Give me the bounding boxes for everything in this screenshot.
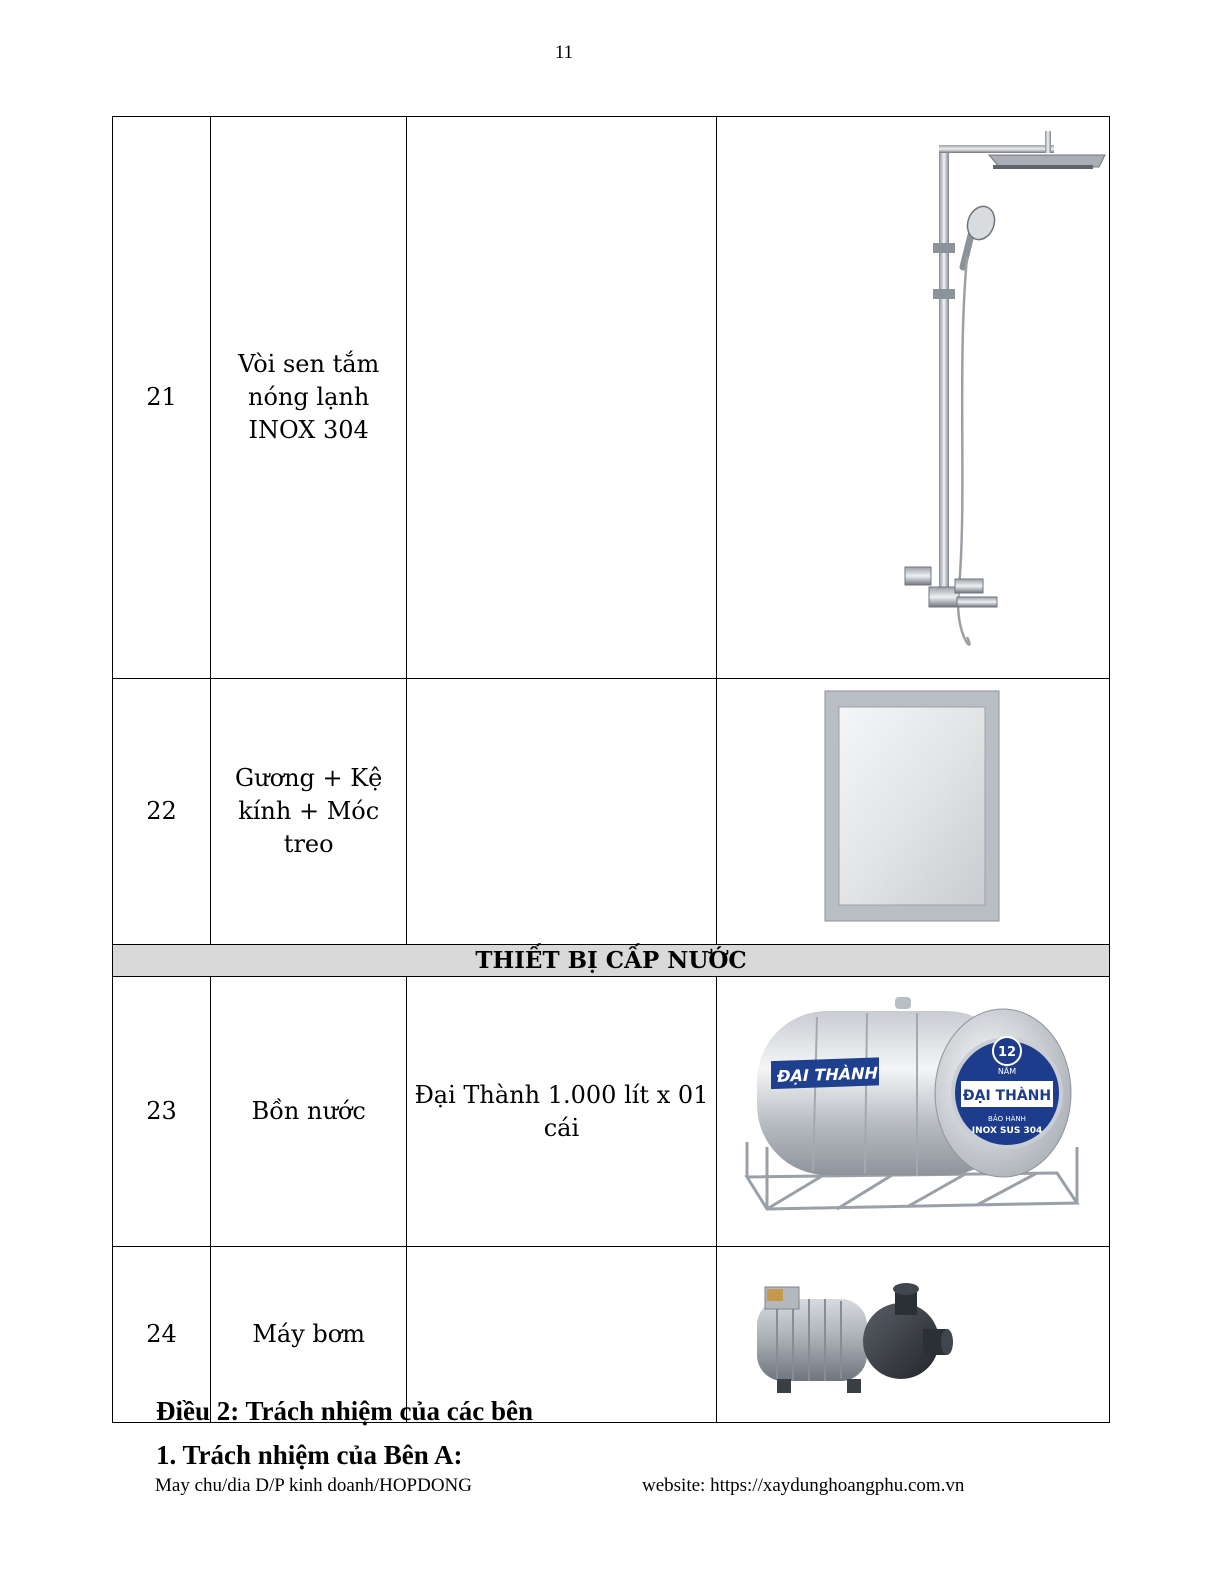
mirror-image — [717, 679, 1110, 935]
footer-website: website: https://xaydunghoangphu.com.vn — [642, 1475, 965, 1496]
tank-warranty-word: NĂM — [997, 1067, 1016, 1076]
item-image-cell — [716, 679, 1109, 945]
page-number: 11 — [554, 42, 574, 63]
section-row — [113, 945, 1110, 977]
water-tank-image — [717, 977, 1110, 1237]
item-spec — [407, 117, 716, 679]
shower-set-image — [717, 117, 1110, 669]
item-spec: Đại Thành 1.000 lít x 01 cái — [407, 977, 716, 1247]
tank-brand-badge: ĐẠI THÀNH — [962, 1088, 1051, 1104]
tank-material: INOX SUS 304 — [971, 1126, 1042, 1136]
tank-brand-label: ĐẠI THÀNH — [776, 1063, 878, 1086]
row-number: 21 — [113, 117, 211, 679]
item-image-cell — [716, 1247, 1109, 1423]
item-name: Gương + Kệ kính + Móc treo — [211, 679, 407, 945]
item-image-cell — [716, 117, 1109, 679]
tank-warranty-years: 12 — [997, 1045, 1016, 1060]
row-number: 23 — [113, 977, 211, 1247]
tank-warranty-caption: BẢO HÀNH — [987, 1115, 1026, 1123]
row-number: 22 — [113, 679, 211, 945]
article-heading: Điều 2: Trách nhiệm của các bên — [156, 1396, 533, 1426]
footer-file-path: May chu/dia D/P kinh doanh/HOPDONG — [155, 1475, 472, 1496]
equipment-table — [112, 116, 1110, 1423]
table-row — [113, 977, 1110, 1247]
row-number: 24 — [113, 1247, 211, 1423]
item-name: Bồn nước — [211, 977, 407, 1247]
item-image-cell — [716, 977, 1109, 1247]
item-spec — [407, 679, 716, 945]
water-pump-image — [717, 1247, 1110, 1413]
sub-heading: 1. Trách nhiệm của Bên A: — [156, 1440, 463, 1470]
table-row — [113, 117, 1110, 679]
item-name: Vòi sen tắm nóng lạnh INOX 304 — [211, 117, 407, 679]
item-name: Máy bơm — [211, 1247, 407, 1423]
section-title: THIẾT BỊ CẤP NƯỚC — [113, 945, 1110, 977]
table-row — [113, 679, 1110, 945]
